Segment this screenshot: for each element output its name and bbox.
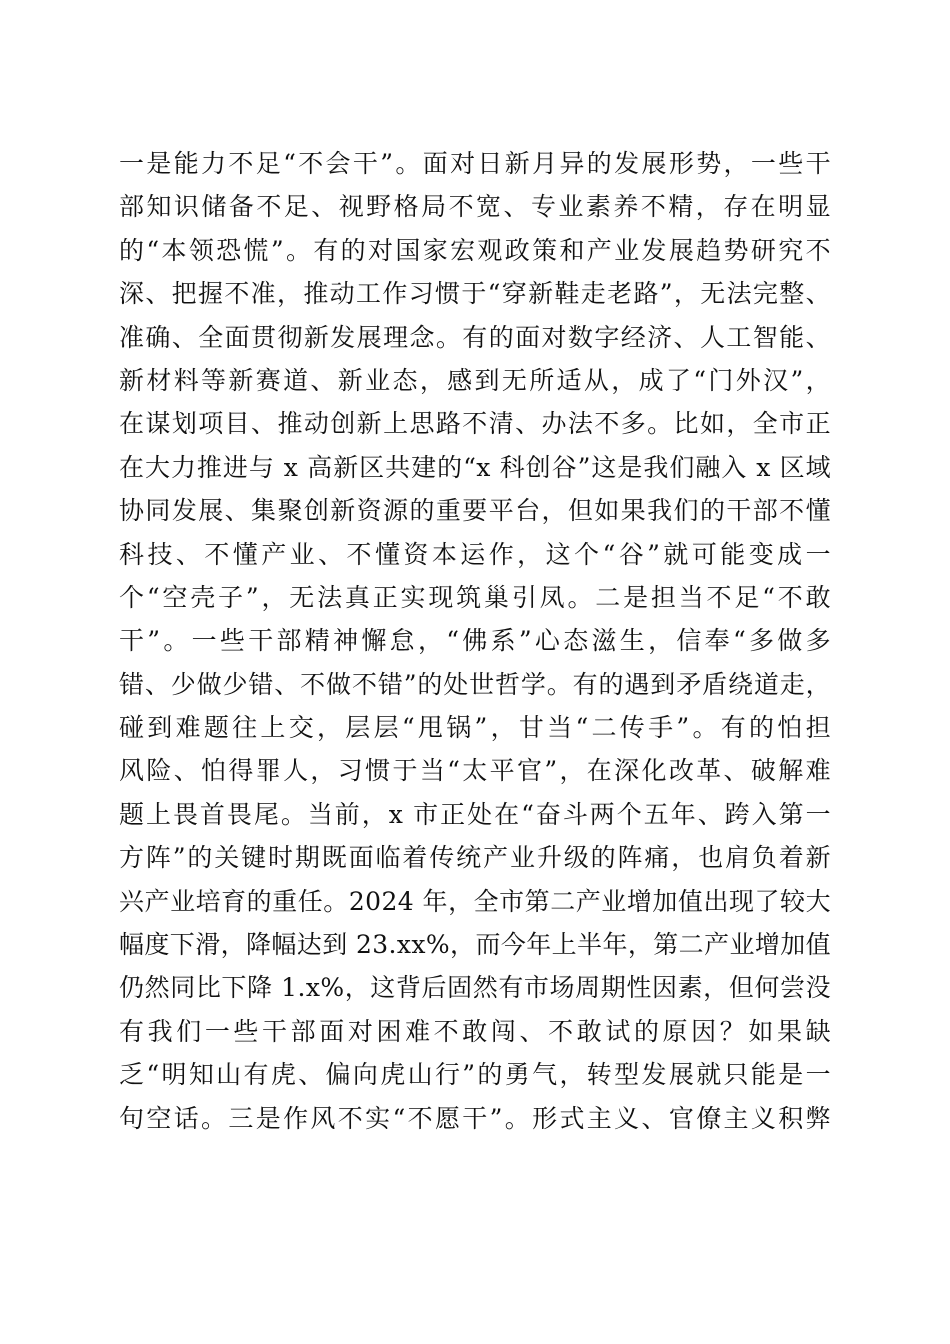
text-line: 协同发展、集聚创新资源的重要平台，但如果我们的干部不懂	[119, 496, 831, 526]
text-line: 题上畏首畏尾。当前，x 市正处在“奋斗两个五年、跨入第一	[119, 799, 831, 829]
text-line: 错、少做少错、不做不错”的处世哲学。有的遇到矛盾绕道走，	[119, 669, 831, 699]
text-line: 有我们一些干部面对困难不敢闯、不敢试的原因？如果缺	[119, 1016, 831, 1046]
text-line: 干”。一些干部精神懈怠，“佛系”心态滋生，信奉“多做多	[119, 626, 831, 656]
text-line: 句空话。三是作风不实“不愿干”。形式主义、官僚主义积弊	[119, 1103, 831, 1133]
text-line: 幅度下滑，降幅达到 23.xx%，而今年上半年，第二产业增加值	[119, 930, 832, 960]
body-paragraph	[119, 142, 831, 1140]
text-line: 一是能力不足“不会干”。面对日新月异的发展形势，一些干	[119, 149, 831, 178]
text-line: 碰到难题往上交，层层“甩锅”，甘当“二传手”。有的怕担	[119, 713, 831, 743]
text-line: 新材料等新赛道、新业态，感到无所适从，成了“门外汉”，	[119, 365, 831, 395]
text-line: 个“空壳子”，无法真正实现筑巢引凤。二是担当不足“不敢	[119, 582, 831, 612]
text-line: 深、把握不准，推动工作习惯于“穿新鞋走老路”，无法完整、	[119, 279, 831, 309]
text-line: 的“本领恐慌”。有的对国家宏观政策和产业发展趋势研究不	[119, 235, 831, 265]
text-line: 风险、怕得罪人，习惯于当“太平官”，在深化改革、破解难	[119, 756, 831, 786]
text-line: 准确、全面贯彻新发展理念。有的面对数字经济、人工智能、	[119, 322, 831, 352]
text-line: 仍然同比下降 1.x%，这背后固然有市场周期性因素，但何尝没	[119, 973, 831, 1003]
text-line: 在大力推进与 x 高新区共建的“x 科创谷”这是我们融入 x 区域	[119, 452, 831, 482]
text-line: 方阵”的关键时期既面临着传统产业升级的阵痛，也肩负着新	[119, 843, 831, 873]
text-line: 乏“明知山有虎、偏向虎山行”的勇气，转型发展就只能是一	[119, 1060, 831, 1090]
text-line: 部知识储备不足、视野格局不宽、专业素养不精，存在明显	[119, 192, 831, 222]
text-line: 兴产业培育的重任。2024 年，全市第二产业增加值出现了较大	[119, 886, 831, 916]
text-line: 科技、不懂产业、不懂资本运作，这个“谷”就可能变成一	[119, 539, 831, 569]
text-line: 在谋划项目、推动创新上思路不清、办法不多。比如，全市正	[119, 409, 831, 439]
